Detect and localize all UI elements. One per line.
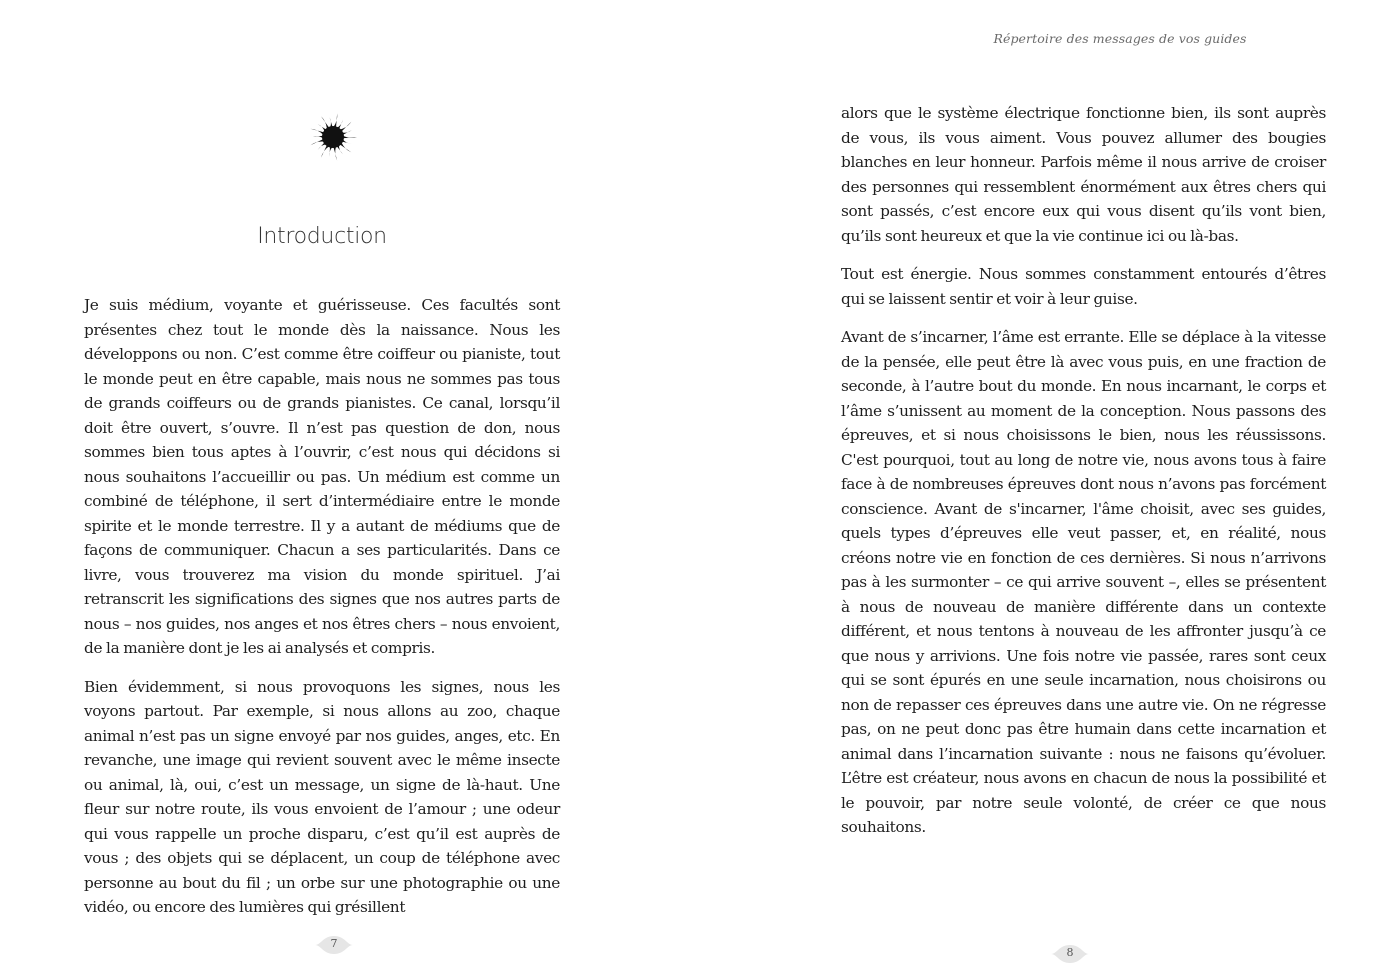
paragraph: Bien évidemment, si nous provoquons les signes, nous les voyons partout. Par exemple, si nous allons au zoo, chaque animal n’est pas un signe envoyé par nos guides, anges, etc. En revanche, une image qui revient souvent avec le même insecte ou animal, là, oui, c’est un message, un signe de là-haut. Une fleur sur notre route, ils vous envoient de l’amour ; une odeur qui vous rappelle un proche disparu, c’est qu’il est auprès de vous ; des objets qui se déplacent, un coup de téléphone avec personne au bout du fil ; un orbe sur une photographie ou une vidéo, ou encore des lumières qui grésillent xyxy=(84,677,560,916)
sun-ray xyxy=(329,147,332,157)
running-header: Répertoire des messages de vos guides xyxy=(993,31,1247,46)
left-body-text xyxy=(84,293,560,934)
sun-ray xyxy=(310,129,324,135)
right-body-text xyxy=(841,101,1326,854)
sun-ray xyxy=(313,136,323,139)
paragraph: Je suis médium, voyante et guérisseuse. Ces facultés sont présentes chez tout le monde dès la naissance. Nous les développons ou non. C’est comme être coiffeur ou pianiste, tout le monde peut en être capable, mais nous ne sommes pas tous de grands coiffeurs ou de grands pianistes. Ce canal, lorsqu’il doit être ouvert, s’ouvre. Il n’est pas question de don, nous sommes bien tous aptes à l’ouvrir, c’est nous qui décidons si nous souhaitons l’accueillir ou pas. Un médium est comme un combiné de téléphone, il sert d’intermédiaire entre le monde spirite et le monde terrestre. Il y a autant de médiums que de façons de communiquer. Chacun a ses particularités. Dans ce livre, vous trouverez ma vision du monde spirituel. J’ai retranscrit les significations des signes que nos autres parts de nous – nos guides, nos anges et nos êtres chers – nous envoient, de la manière dont je les ai analysés et compris. xyxy=(84,296,560,657)
sun-ray xyxy=(343,136,357,139)
sun-ray xyxy=(310,139,324,145)
page-number: 8 xyxy=(1066,946,1074,959)
sun-ray xyxy=(333,147,337,161)
page-number-badge xyxy=(311,932,357,958)
left-page xyxy=(0,0,660,980)
paragraph: Avant de s’incarner, l’âme est errante. Elle se déplace à la vitesse de la pensée, elle peut être là avec vous puis, en une fraction de seconde, à l’autre bout du monde. En nous incarnant, le corps et l’âme s’unissent au moment de la conception. Nous passons des épreuves, et si nous choisissons le bien, nous les réussissons. C'est pourquoi, tout au long de notre vie, nous avons tous à faire face à de nombreuses épreuves dont nous n’avons pas forcément conscience. Avant de s'incarner, l'âme choisit, avec ses guides, quels types d’épreuves elle veut passer, et, en réalité, nous créons notre vie en fonction de ces dernières. Si nous n’arrivons pas à les surmonter – ce qui arrive souvent –, elles se présentent à nous de nouveau de manière différente dans un contexte différent, et nous tentons à nouveau de les affronter jusqu’à ce que nous y arrivions. Une fois notre vie passée, rares sont ceux qui se sont épurés en une seule incarnation, nous choisirons ou non de repasser ces épreuves dans une autre vie. On ne régresse pas, on ne peut donc pas être humain dans cette incarnation et animal dans l’incarnation suivante : nous ne faisons qu’évoluer. L’être est créateur, nous avons en chacun de nous la possibilité et le pouvoir, par notre seule volonté, de créer ce que nous souhaitons. xyxy=(841,328,1326,836)
chapter-title: Introduction xyxy=(257,224,387,249)
page-number: 7 xyxy=(330,937,338,950)
sun-ray xyxy=(330,117,333,127)
paragraph: alors que le système électrique fonctionne bien, ils sont auprès de vous, ils vous aiment. Vous pouvez allumer des bougies blanches en leur honneur. Parfois même il nous arrive de croiser des personnes qui ressemblent énormément aux êtres chers qui sont passés, c’est encore eux qui vous disent qu’ils vont bien, qu’ils sont heureux et que la vie continue ici ou là-bas. xyxy=(841,104,1326,245)
sun-ornament-icon xyxy=(308,112,358,162)
sun-ray xyxy=(333,113,337,127)
page-number-badge xyxy=(1047,941,1093,967)
right-page xyxy=(700,0,1400,980)
paragraph: Tout est énergie. Nous sommes constamment entourés d’êtres qui se laissent sentir et voir à leur guise. xyxy=(841,265,1326,308)
sun-ray xyxy=(321,145,329,158)
